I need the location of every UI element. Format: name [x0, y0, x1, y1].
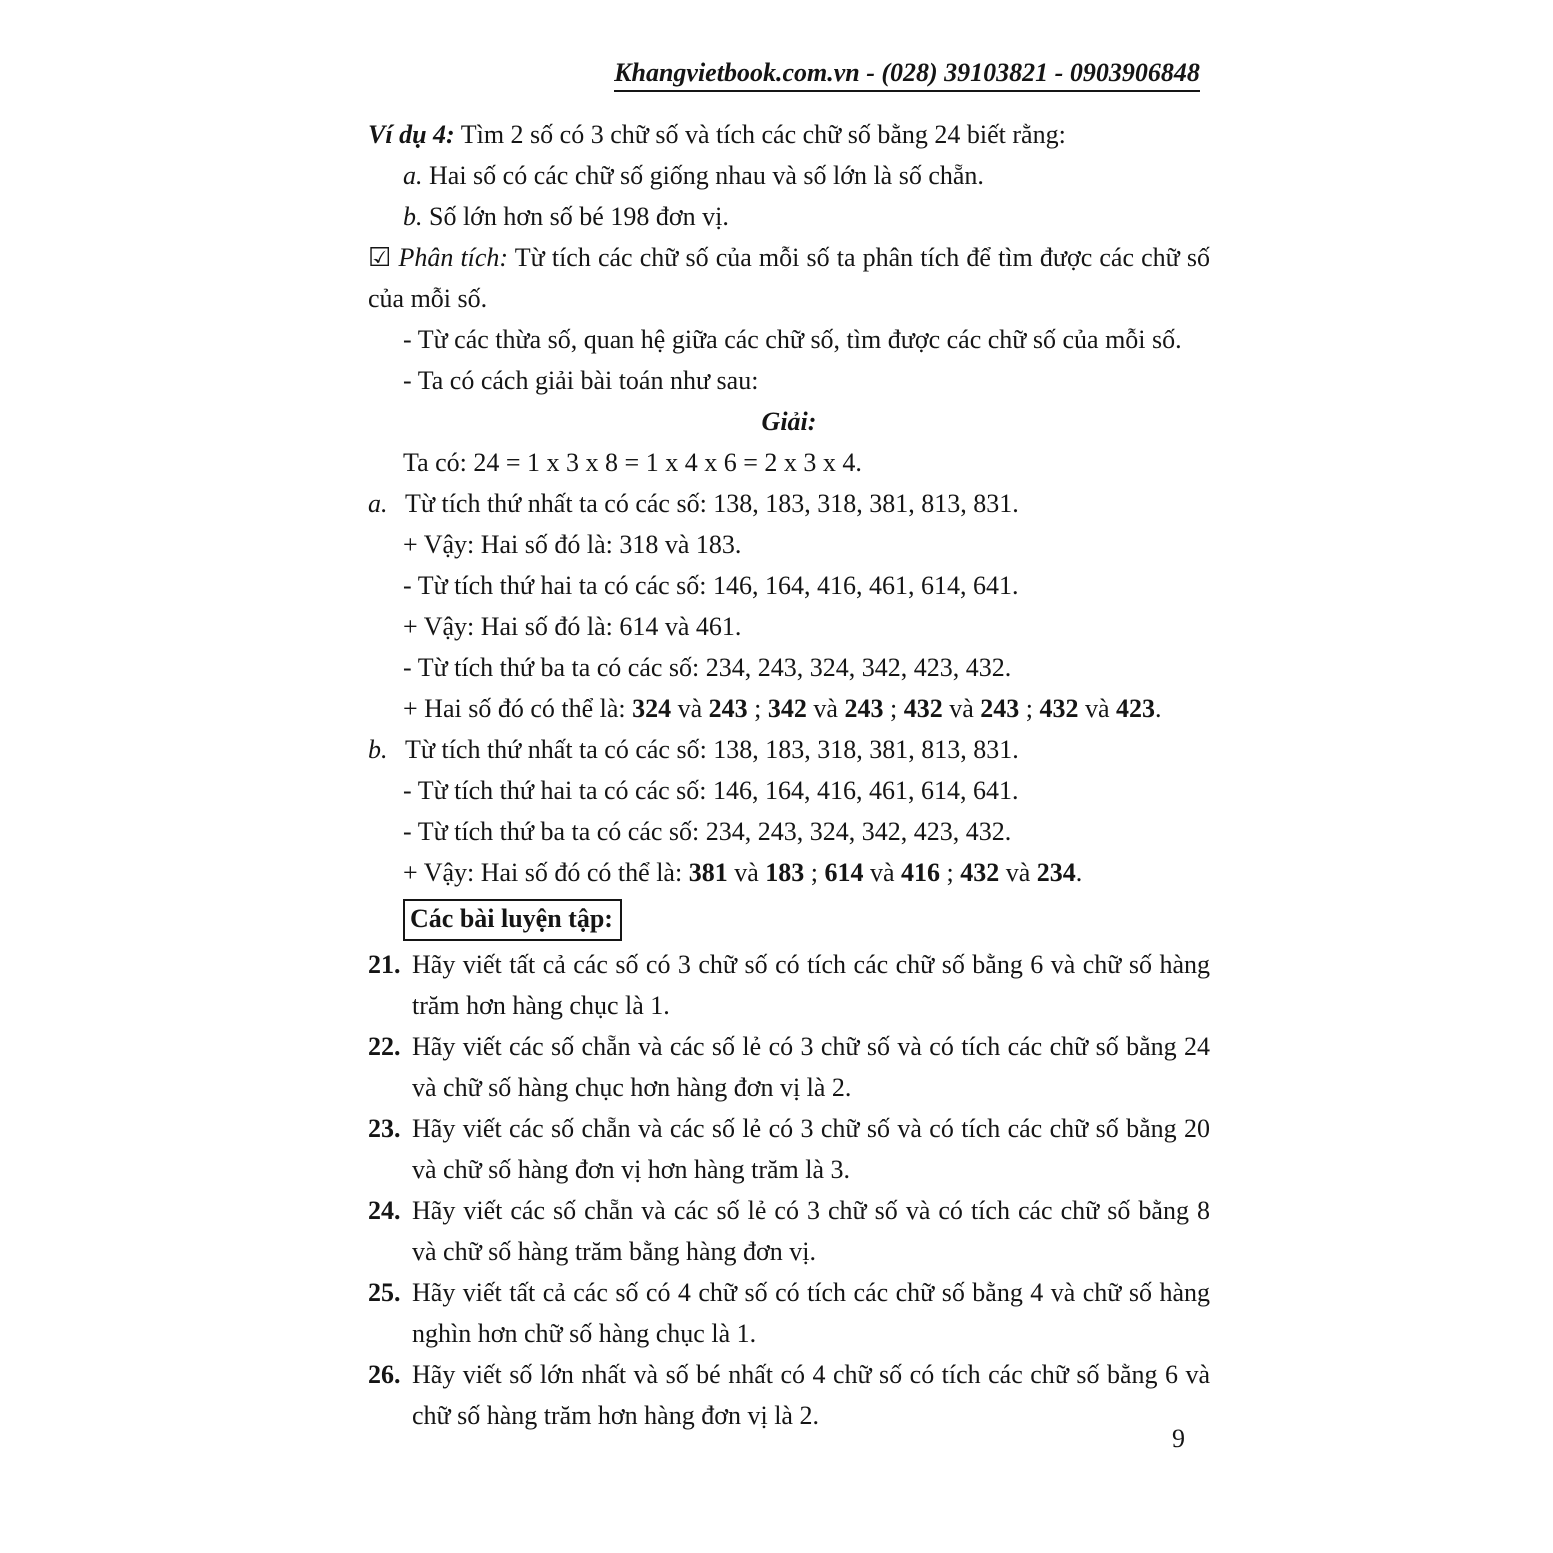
text-segment: ; — [940, 858, 961, 887]
example-item-b-text: Số lớn hơn số bé 198 đơn vị. — [422, 202, 729, 231]
text-segment: và — [727, 858, 766, 887]
text-segment: ; — [747, 694, 768, 723]
exercise-25-number: 25. — [368, 1278, 401, 1307]
exercise-22-text: Hãy viết các số chẵn và các số lẻ có 3 chữ số và có tích các chữ số bằng 24 và chữ số hàng chục hơn hàng đơn vị là 2. — [412, 1032, 1210, 1102]
text-segment: 183 — [765, 858, 805, 887]
text-segment: 432 — [1039, 694, 1079, 723]
text-segment: 234 — [1036, 858, 1076, 887]
part-b-step-2: - Từ tích thứ hai ta có các số: 146, 164, 416, 461, 614, 641. — [403, 776, 1019, 805]
example-item-a-text: Hai số có các chữ số giống nhau và số lớn là số chẵn. — [422, 161, 984, 190]
part-a-step-4: + Vậy: Hai số đó là: 614 và 461. — [403, 612, 742, 641]
example-item-a — [368, 155, 1210, 196]
text-segment: 324 — [632, 694, 672, 723]
exercise-item-21 — [368, 944, 1210, 1026]
text-segment: 243 — [708, 694, 748, 723]
text-segment: 432 — [960, 858, 1000, 887]
example-title-text: Tìm 2 số có 3 chữ số và tích các chữ số bằng 24 biết rằng: — [454, 120, 1066, 149]
part-a-label: a. — [368, 489, 388, 518]
part-b-line1: Từ tích thứ nhất ta có các số: 138, 183, 318, 381, 813, 831. — [405, 735, 1019, 764]
text-segment: ; — [1019, 694, 1040, 723]
text-segment: ; — [804, 858, 825, 887]
part-b-step-3: - Từ tích thứ ba ta có các số: 234, 243, 324, 342, 423, 432. — [403, 817, 1012, 846]
exercise-item-24 — [368, 1190, 1210, 1272]
page-number: 9 — [1172, 1424, 1185, 1453]
exercise-21-text: Hãy viết tất cả các số có 3 chữ số có tích các chữ số bằng 6 và chữ số hàng trăm hơn hàng chục là 1. — [412, 950, 1210, 1020]
analysis-label: Phân tích: — [391, 243, 509, 272]
text-segment: và — [806, 694, 845, 723]
part-b-label: b. — [368, 735, 388, 764]
analysis-note-2: - Ta có cách giải bài toán như sau: — [403, 366, 759, 395]
text-segment: 381 — [688, 858, 728, 887]
exercises-heading: Các bài luyện tập: — [403, 899, 622, 941]
solution-part-b — [368, 729, 1210, 770]
text-segment: . — [1075, 858, 1083, 887]
analysis-paragraph — [368, 237, 1210, 319]
example-item-a-label: a. — [403, 161, 423, 190]
exercise-23-number: 23. — [368, 1114, 401, 1143]
text-segment: 432 — [903, 694, 943, 723]
exercise-26-text: Hãy viết số lớn nhất và số bé nhất có 4 chữ số có tích các chữ số bằng 6 và chữ số hàng trăm hơn hàng đơn vị là 2. — [412, 1360, 1210, 1430]
part-a-step-5: - Từ tích thứ ba ta có các số: 234, 243, 324, 342, 423, 432. — [403, 653, 1012, 682]
text-segment: 243 — [844, 694, 884, 723]
part-a-step-6 — [368, 688, 1210, 729]
text-segment: ; — [883, 694, 904, 723]
text-segment: và — [1078, 694, 1117, 723]
page-content — [368, 114, 1210, 1436]
exercise-21-number: 21. — [368, 950, 401, 979]
part-a-step-2: + Vậy: Hai số đó là: 318 và 183. — [403, 530, 742, 559]
example-item-b-label: b. — [403, 202, 423, 231]
exercise-24-number: 24. — [368, 1196, 401, 1225]
exercise-item-25 — [368, 1272, 1210, 1354]
text-segment: và — [863, 858, 902, 887]
header-contact-line: Khangvietbook.com.vn - (028) 39103821 - 0903906848 — [614, 58, 1200, 92]
text-segment: 243 — [980, 694, 1020, 723]
text-segment: . — [1155, 694, 1162, 723]
analysis-text: Từ tích các chữ số của mỗi số ta phân tích để tìm được các chữ số của mỗi số. — [368, 243, 1210, 313]
exercise-25-text: Hãy viết tất cả các số có 4 chữ số có tích các chữ số bằng 4 và chữ số hàng nghìn hơn chữ số hàng chục là 1. — [412, 1278, 1210, 1348]
solution-intro: Ta có: 24 = 1 x 3 x 8 = 1 x 4 x 6 = 2 x 3 x 4. — [403, 448, 862, 477]
analysis-note-1: - Từ các thừa số, quan hệ giữa các chữ số, tìm được các chữ số của mỗi số. — [403, 325, 1182, 354]
part-b-step-4 — [368, 852, 1210, 893]
exercises-heading-line — [368, 898, 1210, 941]
exercise-item-22 — [368, 1026, 1210, 1108]
text-segment: 614 — [824, 858, 864, 887]
text-segment: và — [999, 858, 1037, 887]
text-segment: + Vậy: Hai số đó có thể là: — [403, 858, 689, 887]
text-segment: 423 — [1116, 694, 1156, 723]
exercise-24-text: Hãy viết các số chẵn và các số lẻ có 3 chữ số và có tích các chữ số bằng 8 và chữ số hàng trăm bằng hàng đơn vị. — [412, 1196, 1210, 1266]
exercise-item-26 — [368, 1354, 1210, 1436]
exercise-22-number: 22. — [368, 1032, 401, 1061]
exercise-item-23 — [368, 1108, 1210, 1190]
checkbox-icon: ☑ — [368, 243, 392, 272]
example-title-label: Ví dụ 4: — [368, 120, 455, 149]
text-segment: + Hai số đó có thể là: — [403, 694, 633, 723]
solution-part-a — [368, 483, 1210, 524]
example-title — [368, 114, 1210, 155]
part-a-line1: Từ tích thứ nhất ta có các số: 138, 183, 318, 381, 813, 831. — [405, 489, 1019, 518]
example-item-b — [368, 196, 1210, 237]
text-segment: 416 — [901, 858, 941, 887]
exercise-26-number: 26. — [368, 1360, 401, 1389]
text-segment: 342 — [767, 694, 807, 723]
exercise-23-text: Hãy viết các số chẵn và các số lẻ có 3 chữ số và có tích các chữ số bằng 20 và chữ số hàng đơn vị hơn hàng trăm là 3. — [412, 1114, 1210, 1184]
text-segment: và — [671, 694, 709, 723]
solution-heading: Giải: — [761, 407, 817, 436]
part-a-step-3: - Từ tích thứ hai ta có các số: 146, 164, 416, 461, 614, 641. — [403, 571, 1019, 600]
text-segment: và — [942, 694, 981, 723]
page-header — [487, 58, 1327, 92]
